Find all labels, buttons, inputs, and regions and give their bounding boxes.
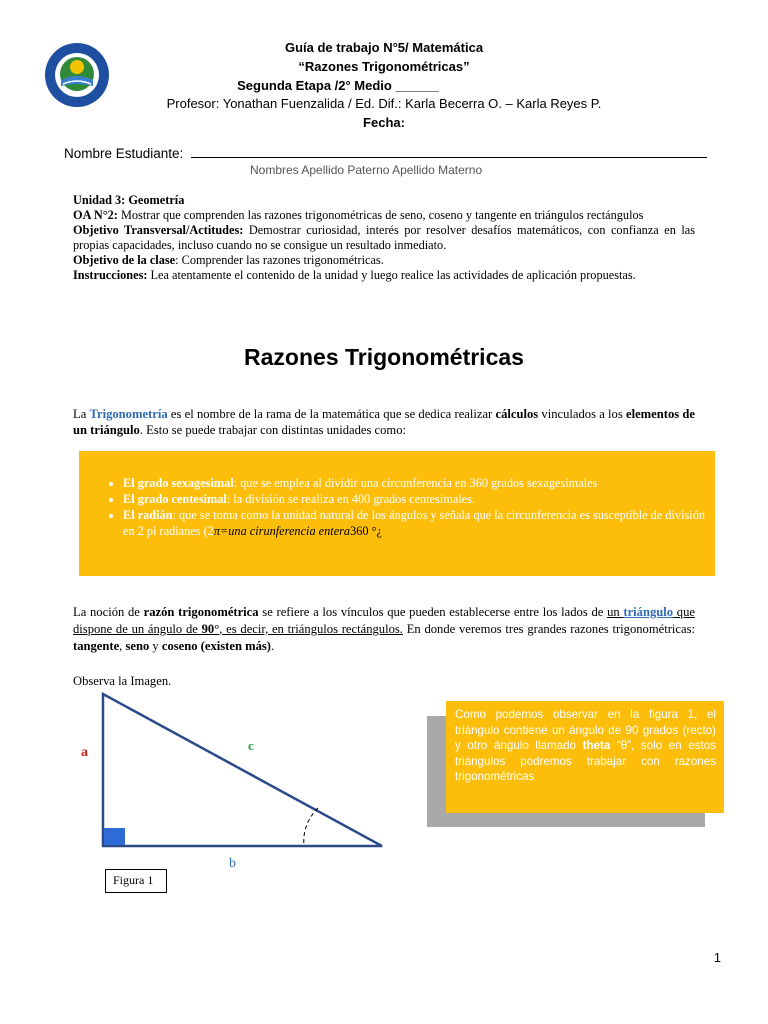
figure-caption: Figura 1 bbox=[105, 869, 167, 893]
elementos-term: elementos de un triángulo bbox=[73, 407, 695, 437]
theta-term: theta bbox=[582, 739, 611, 752]
name-sub-labels: Nombres Apellido Paterno Apellido Materno bbox=[250, 163, 483, 177]
oa-line bbox=[73, 208, 695, 223]
razon-degree: 90° bbox=[201, 622, 220, 636]
units-box bbox=[79, 451, 715, 576]
inst-line bbox=[73, 268, 695, 283]
page-number: 1 bbox=[713, 950, 721, 965]
unit-item-radian bbox=[123, 507, 705, 539]
inst-text: Lea atentamente el contenido de la unidad y luego realice las actividades de aplicación propuestas. bbox=[147, 268, 636, 282]
razon-text-4: , es decir, en triángulos rectángulos. bbox=[219, 622, 403, 636]
tangente-term: tangente bbox=[73, 639, 120, 653]
trigonometria-term: Trigonometría bbox=[89, 407, 168, 421]
unit-text-centesimal: : la división se realiza en 400 grados centesimales. bbox=[226, 492, 476, 506]
razon-text-2: se refiere a los vínculos que pueden establecerse entre los lados de bbox=[258, 605, 608, 619]
razon-end: . bbox=[271, 639, 275, 653]
guide-title: Guía de trabajo N°5/ Matemática bbox=[284, 40, 484, 55]
razon-text-1: La noción de bbox=[73, 605, 144, 619]
student-name-field[interactable] bbox=[191, 145, 707, 158]
oc-text: : Comprender las razones trigonométricas. bbox=[175, 253, 384, 267]
coseno-term: coseno (existen más) bbox=[161, 639, 271, 653]
right-triangle-figure bbox=[90, 690, 390, 865]
side-b-label: b bbox=[229, 856, 236, 871]
student-name-label: Nombre Estudiante: bbox=[64, 146, 188, 161]
note-text-2: “θ”, solo en estos triángulos podremos trabajar con razones trigonométricas bbox=[455, 739, 716, 783]
side-a-label: a bbox=[81, 745, 88, 760]
radian-math: π=una cirunferencia entera bbox=[213, 524, 351, 538]
oc-label: Objetivo de la clase bbox=[73, 253, 176, 267]
unit-text-sexagesimal: : que se emplea al dividir una circunferencia en 360 grados sexagesimales bbox=[233, 476, 598, 490]
info-block bbox=[73, 193, 695, 283]
razon-text-3: que dispone de un ángulo de bbox=[73, 605, 695, 636]
intro-text-3: vinculados a los bbox=[538, 407, 626, 421]
triangulo-link[interactable]: triángulo bbox=[623, 605, 674, 619]
unit-item-centesimal bbox=[123, 491, 705, 507]
date-label: Fecha: bbox=[363, 115, 405, 130]
razon-sep-2: y bbox=[149, 639, 162, 653]
seno-term: seno bbox=[125, 639, 150, 653]
inst-label: Instrucciones: bbox=[73, 268, 148, 282]
teachers-line: Profesor: Yonathan Fuenzalida / Ed. Dif.: Karla Becerra O. – Karla Reyes P. bbox=[166, 96, 602, 111]
ot-text: Demostrar curiosidad, interés por resolver desafíos matemáticos, con confianza en las propias capacidades, incluso cuando no se consigue un resultado inmediato. bbox=[73, 223, 695, 252]
razon-text-5: En donde veremos tres grandes razones trigonométricas: bbox=[402, 622, 696, 636]
calculos-term: cálculos bbox=[495, 407, 539, 421]
oc-line bbox=[73, 253, 695, 268]
stage-course: Segunda Etapa /2° Medio ______ bbox=[237, 78, 439, 93]
observa-label: Observa la Imagen. bbox=[73, 674, 172, 688]
note-box bbox=[446, 701, 724, 813]
unidad-label: Unidad 3: Geometría bbox=[73, 193, 185, 207]
intro-text-4: . Esto se puede trabajar con distintas unidades como: bbox=[139, 423, 406, 437]
page-title: Razones Trigonométricas bbox=[244, 344, 524, 370]
razon-sep-1: , bbox=[119, 639, 126, 653]
unit-label-radian: El radián bbox=[123, 508, 173, 522]
ot-line bbox=[73, 223, 695, 253]
triangle-shape bbox=[103, 694, 382, 846]
oa-label: OA N°2: bbox=[73, 208, 118, 222]
ot-label: Objetivo Transversal/Actitudes: bbox=[73, 223, 244, 237]
oa-text: Mostrar que comprenden las razones trigonométricas de seno, coseno y tangente en triángulos rectángulos bbox=[117, 208, 644, 222]
razon-paragraph bbox=[73, 604, 695, 655]
unit-item-sexagesimal bbox=[123, 475, 705, 491]
unit-label-sexagesimal: El grado sexagesimal bbox=[123, 476, 234, 490]
unit-label-centesimal: El grado centesimal bbox=[123, 492, 227, 506]
intro-paragraph bbox=[73, 406, 695, 438]
razon-un: un bbox=[607, 605, 624, 619]
unit-text-radian: : que se toma como la unidad natural de los ángulos y señala que la circunferencia es susceptible de división en 2 pi radianes (2 bbox=[123, 508, 705, 538]
razon-term: razón trigonométrica bbox=[143, 605, 259, 619]
units-list bbox=[101, 475, 705, 539]
note-text-1: Como podemos observar en la figura 1, el triángulo contiene un ángulo de 90 grados (recto) y otro ángulo llamado bbox=[455, 708, 716, 752]
theta-angle-arc bbox=[304, 808, 318, 846]
intro-text-1: La bbox=[73, 407, 90, 421]
intro-text-2: es el nombre de la rama de la matemática que se dedica realizar bbox=[167, 407, 496, 421]
radian-math-end: 360 °¿ bbox=[350, 524, 382, 538]
unidad-line bbox=[73, 193, 695, 208]
side-c-label: c bbox=[248, 738, 254, 753]
student-name-row bbox=[64, 145, 707, 161]
guide-subtitle: “Razones Trigonométricas” bbox=[298, 59, 470, 74]
right-angle-marker bbox=[104, 828, 125, 845]
